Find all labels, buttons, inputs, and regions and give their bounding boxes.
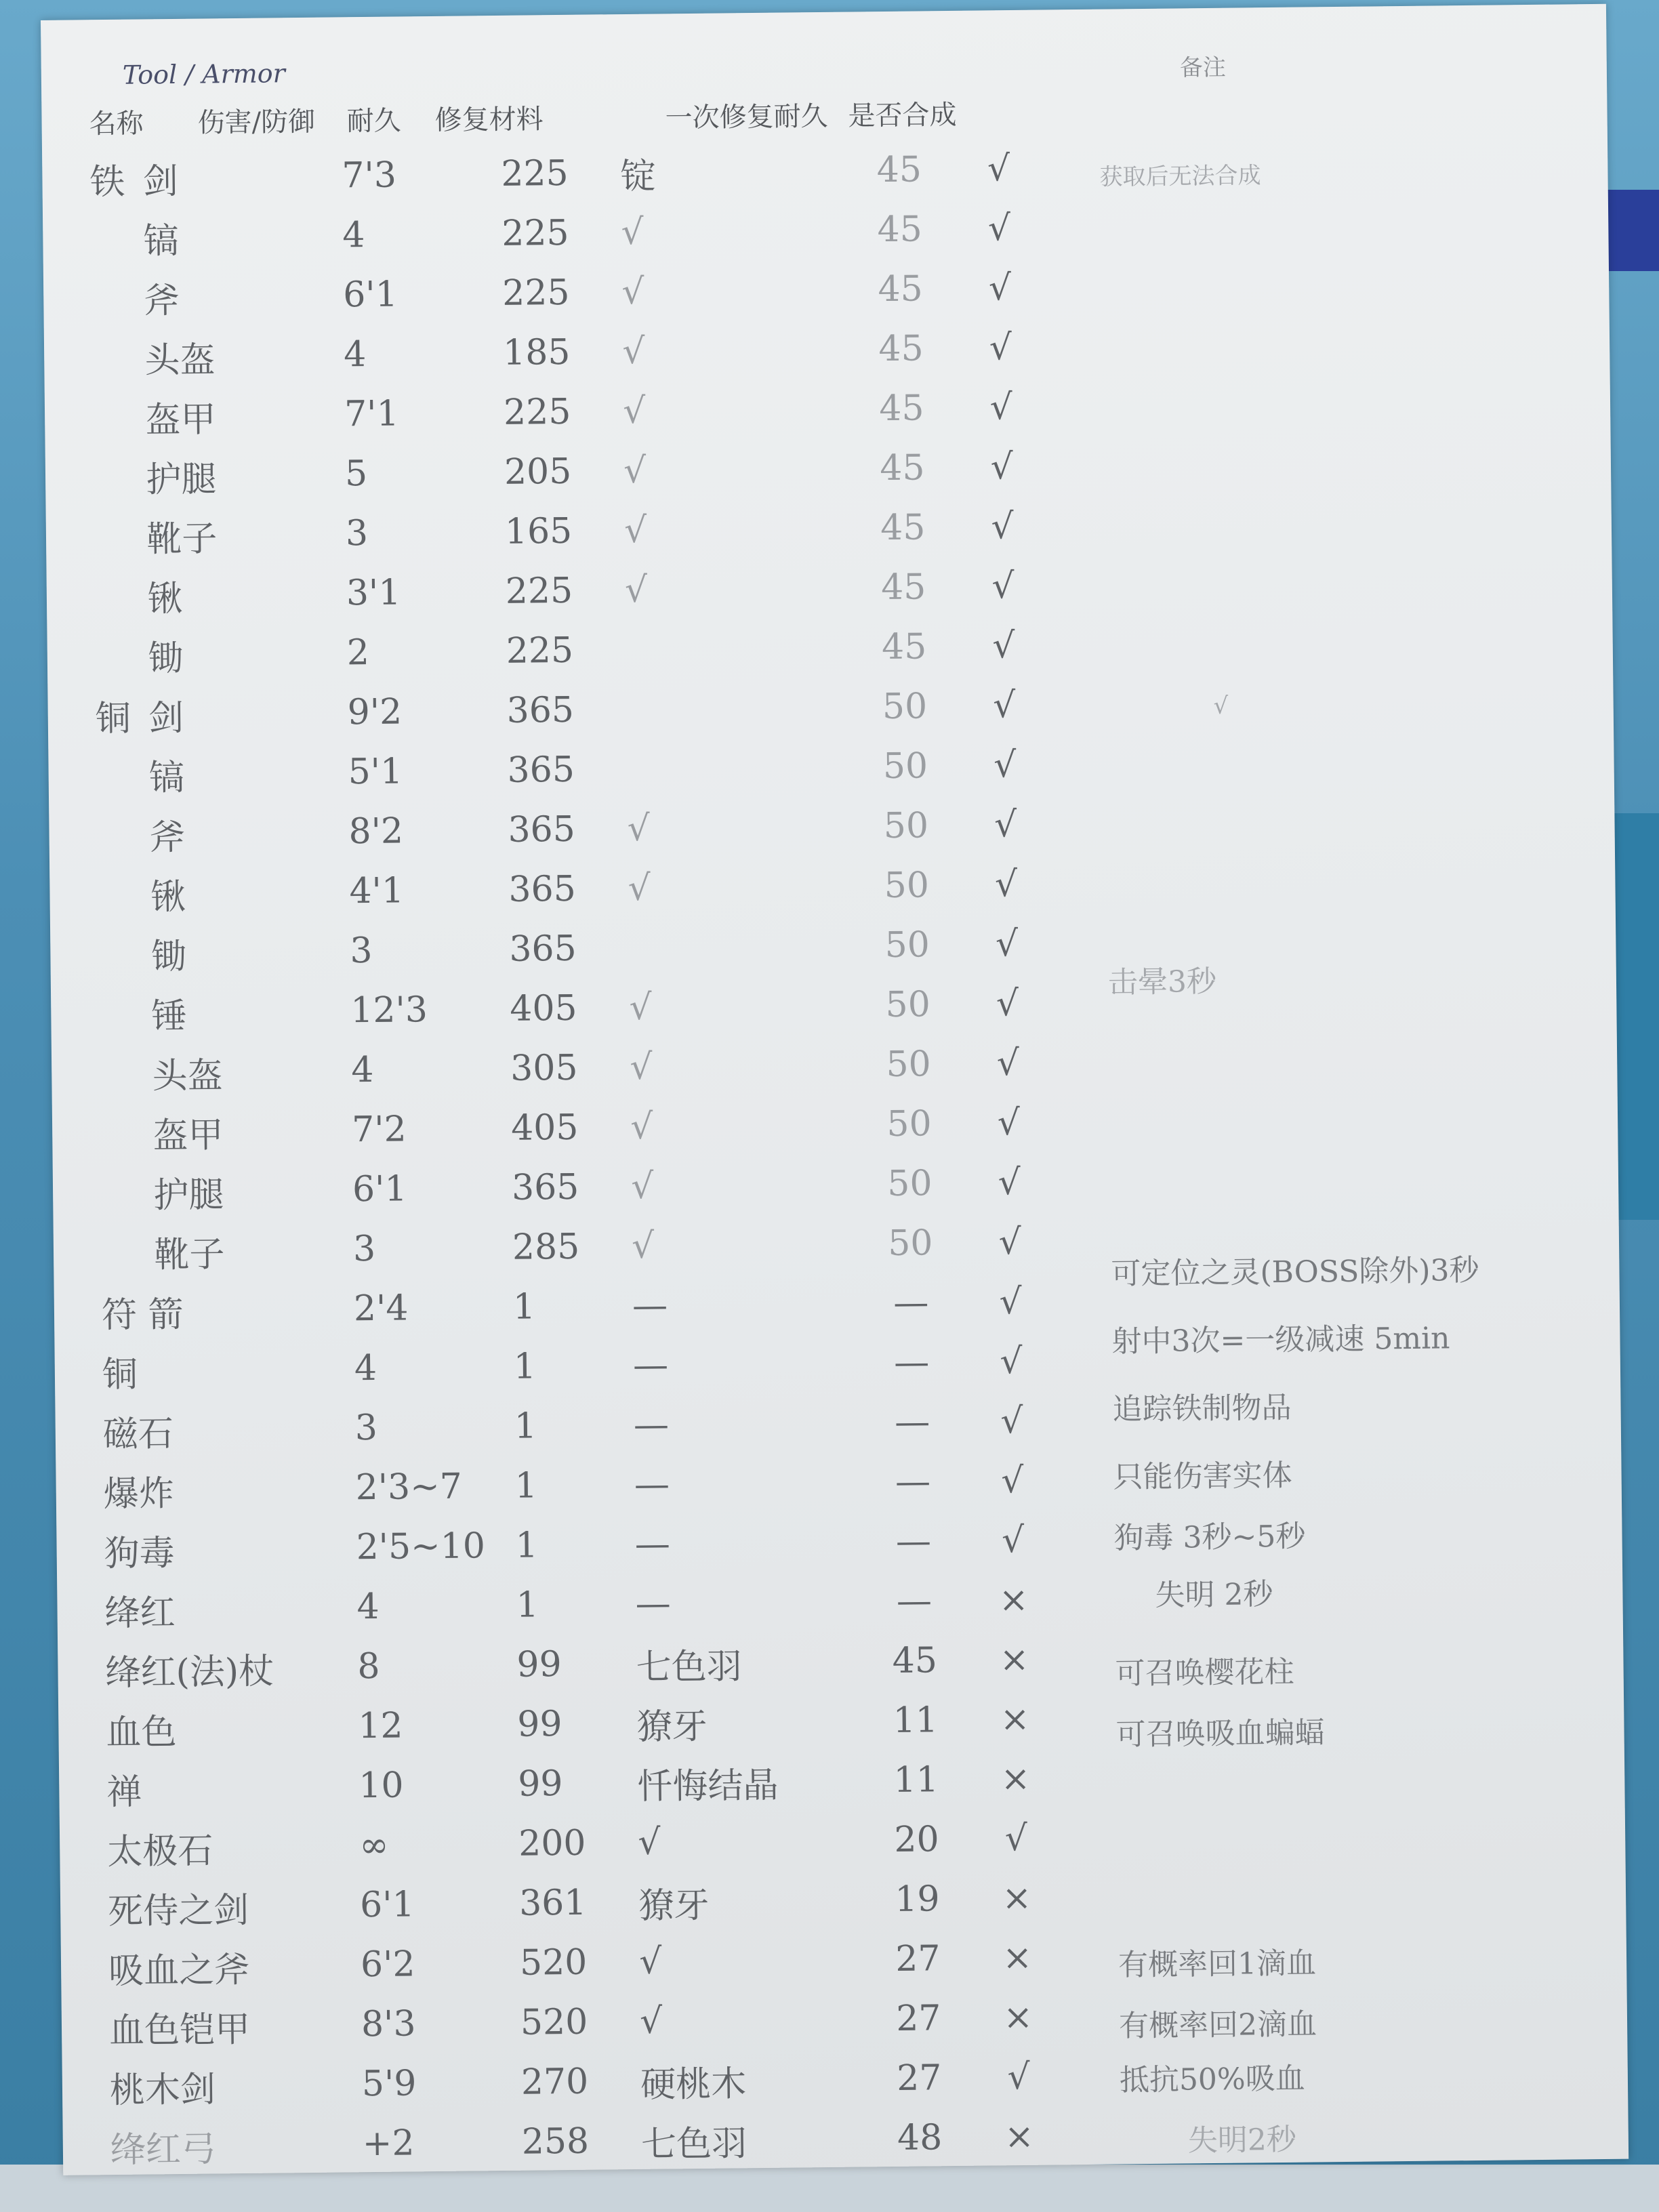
item-durability: 1 xyxy=(512,1286,536,1328)
header-damage: 伤害/防御 xyxy=(197,106,316,139)
item-durability: 225 xyxy=(505,570,573,612)
item-repair: 45 xyxy=(892,1640,938,1681)
item-material: 獠牙 xyxy=(636,1706,708,1748)
remark-poison: 狗毒 3秒~5秒 xyxy=(1113,1519,1306,1556)
item-craftable: × xyxy=(1000,1758,1031,1800)
table-row xyxy=(100,1153,1050,1223)
item-name: 镐 xyxy=(148,757,185,798)
table-row xyxy=(105,1629,1054,1699)
item-damage: 4 xyxy=(354,1347,377,1389)
item-damage: 4 xyxy=(342,215,365,256)
item-damage: 6'1 xyxy=(359,1884,415,1926)
item-craftable: √ xyxy=(989,387,1013,428)
item-repair: 50 xyxy=(883,805,929,847)
item-material: √ xyxy=(630,1106,653,1147)
table-row xyxy=(110,2106,1059,2176)
item-repair: 50 xyxy=(884,865,930,907)
remark-no-craft: 获取后无法合成 xyxy=(1099,162,1261,191)
item-damage: 6'1 xyxy=(342,274,398,316)
item-damage: 7'1 xyxy=(344,393,399,435)
item-name: 斧 xyxy=(149,817,186,858)
item-repair: 50 xyxy=(887,1163,933,1205)
item-repair: — xyxy=(893,1282,929,1324)
item-material: √ xyxy=(624,569,648,611)
item-material: — xyxy=(635,1583,672,1624)
item-durability: 225 xyxy=(501,152,569,194)
item-craftable: √ xyxy=(1001,1519,1025,1561)
item-material: √ xyxy=(621,211,644,253)
item-table xyxy=(89,85,1059,2176)
remark-blind: 失明 2秒 xyxy=(1155,1577,1273,1613)
table-row xyxy=(107,1808,1057,1878)
item-material: — xyxy=(632,1285,668,1326)
item-damage: 8'3 xyxy=(361,2003,416,2045)
item-damage: 2'3~7 xyxy=(355,1466,463,1509)
item-durability: 365 xyxy=(511,1166,579,1208)
header-durability: 耐久 xyxy=(346,104,401,137)
item-repair: 11 xyxy=(893,1759,939,1801)
item-material xyxy=(627,767,846,769)
remark-track-iron: 追踪铁制物品 xyxy=(1112,1390,1292,1427)
item-material: √ xyxy=(628,867,651,909)
table-row xyxy=(102,1331,1051,1401)
item-material: √ xyxy=(630,1166,654,1207)
item-craftable: × xyxy=(1000,1698,1030,1740)
item-craftable: × xyxy=(1003,1996,1033,2039)
item-name: 狗毒 xyxy=(104,1532,176,1574)
item-damage: 3 xyxy=(352,1228,376,1270)
table-row xyxy=(106,1689,1055,1759)
table-row xyxy=(106,1748,1056,1818)
item-name: 护腿 xyxy=(153,1174,224,1216)
item-craftable: √ xyxy=(987,208,1011,249)
item-material: 忏悔结晶 xyxy=(637,1765,779,1807)
item-repair: 11 xyxy=(893,1700,939,1741)
item-durability: 285 xyxy=(512,1226,580,1268)
item-durability: 1 xyxy=(515,1525,539,1566)
item-name: 绛红 xyxy=(104,1592,176,1634)
item-name: 铜 xyxy=(102,1354,138,1395)
item-durability: 99 xyxy=(517,1763,563,1805)
item-name: 靴子 xyxy=(154,1233,225,1275)
item-durability: 405 xyxy=(510,1107,579,1149)
item-material: — xyxy=(634,1464,670,1505)
item-craftable: √ xyxy=(999,1281,1023,1323)
item-material: √ xyxy=(639,2001,663,2042)
item-material: √ xyxy=(638,1941,662,1982)
item-name: 锹 xyxy=(146,578,183,619)
item-damage: 3 xyxy=(345,512,369,554)
item-damage: 7'2 xyxy=(351,1109,407,1151)
table-row xyxy=(96,735,1045,805)
remark-stun: 击晕3秒 xyxy=(1107,964,1217,1000)
item-name: 血色 xyxy=(106,1711,177,1753)
item-durability: 361 xyxy=(518,1882,587,1924)
item-repair: — xyxy=(896,1580,933,1622)
remark-heal-1: 有概率回1滴血 xyxy=(1118,1946,1317,1983)
notes-column-heading: 备注 xyxy=(1179,54,1227,82)
item-name: 太极石 xyxy=(106,1830,213,1872)
item-name: 爆炸 xyxy=(103,1473,175,1515)
item-repair: 45 xyxy=(878,328,924,370)
item-material xyxy=(626,648,844,650)
item-repair: 45 xyxy=(879,388,924,430)
item-craftable: √ xyxy=(996,983,1019,1025)
item-damage: 7'3 xyxy=(342,155,397,197)
item-durability: 365 xyxy=(507,749,575,791)
item-material: √ xyxy=(629,987,652,1028)
item-durability: 225 xyxy=(501,272,570,314)
item-repair: — xyxy=(895,1521,932,1562)
item-material: √ xyxy=(630,1046,653,1088)
item-material: — xyxy=(634,1523,671,1565)
item-craftable: √ xyxy=(995,923,1019,965)
item-durability: 1 xyxy=(516,1584,539,1626)
item-durability: 270 xyxy=(520,2061,589,2103)
item-material: 七色羽 xyxy=(636,1645,743,1688)
item-name: 斧 xyxy=(144,280,180,321)
table-row xyxy=(109,2047,1059,2116)
item-craftable: √ xyxy=(997,1102,1021,1144)
item-name: 靴子 xyxy=(146,518,218,560)
table-row xyxy=(102,1391,1052,1460)
item-name: 绛红(法)杖 xyxy=(105,1651,274,1694)
item-damage: 12 xyxy=(358,1705,403,1747)
table-row xyxy=(95,676,1044,745)
item-material: 七色羽 xyxy=(640,2123,747,2165)
item-craftable: √ xyxy=(987,148,1010,190)
item-material xyxy=(629,946,848,948)
item-damage: 4 xyxy=(343,333,367,375)
item-durability: 185 xyxy=(502,331,571,373)
remark-locate: 可定位之灵(BOSS除外)3秒 xyxy=(1111,1252,1479,1292)
item-material: √ xyxy=(627,808,651,849)
item-material: 獠牙 xyxy=(638,1885,710,1927)
item-name: 盔甲 xyxy=(145,398,216,441)
item-repair: 50 xyxy=(886,1044,932,1086)
item-name: 盔甲 xyxy=(152,1114,224,1156)
item-name: 锄 xyxy=(150,936,187,977)
item-damage: 5'1 xyxy=(348,751,403,793)
item-craftable: × xyxy=(1002,1877,1032,1919)
item-damage: 8 xyxy=(357,1645,380,1687)
item-damage: 12'3 xyxy=(350,989,428,1031)
item-name: 镐 xyxy=(143,220,180,262)
table-row xyxy=(99,1033,1048,1103)
item-repair: — xyxy=(894,1401,930,1443)
item-craftable: √ xyxy=(991,566,1015,607)
item-material: 锭 xyxy=(620,156,657,197)
item-repair: 27 xyxy=(895,1938,941,1980)
item-name: 磁石 xyxy=(102,1413,174,1455)
item-durability: 1 xyxy=(513,1346,537,1387)
remark-slow: 射中3次=一级减速 5min xyxy=(1111,1321,1450,1359)
item-name: 头盔 xyxy=(152,1054,223,1097)
item-durability: 365 xyxy=(506,689,575,731)
table-row xyxy=(91,258,1040,328)
item-durability: 305 xyxy=(510,1047,578,1089)
item-repair: 48 xyxy=(897,2117,943,2158)
item-damage: 4 xyxy=(350,1049,374,1091)
item-craftable: √ xyxy=(994,863,1018,905)
item-damage: 4'1 xyxy=(349,870,405,912)
item-repair: 45 xyxy=(878,268,924,310)
item-durability: 225 xyxy=(506,630,574,672)
table-row xyxy=(91,318,1041,388)
item-craftable: √ xyxy=(998,1162,1021,1204)
table-row xyxy=(89,139,1039,209)
table-row xyxy=(108,1927,1058,1997)
item-material: √ xyxy=(621,271,644,313)
item-craftable: √ xyxy=(1004,1818,1028,1860)
table-row xyxy=(90,199,1040,268)
item-damage: 5'9 xyxy=(361,2063,417,2105)
item-craftable: √ xyxy=(1001,1460,1024,1502)
remark-resist: 抵抗50%吸血 xyxy=(1119,2061,1305,2098)
item-name: 吸血之斧 xyxy=(108,1949,250,1992)
table-row xyxy=(101,1272,1050,1342)
item-repair: 45 xyxy=(876,149,922,191)
item-name: 锹 xyxy=(150,876,186,918)
item-durability: 165 xyxy=(504,510,573,552)
item-durability: 1 xyxy=(514,1406,537,1447)
item-craftable: × xyxy=(999,1639,1029,1681)
item-name: 护腿 xyxy=(146,458,217,500)
header-material: 修复材料 xyxy=(434,103,544,136)
group-label-copper: 铜 xyxy=(95,698,131,739)
table-row xyxy=(104,1510,1053,1580)
item-damage: 3'1 xyxy=(346,572,401,614)
table-row xyxy=(100,1093,1049,1163)
item-durability: 99 xyxy=(517,1704,562,1745)
table-row xyxy=(97,855,1046,924)
item-repair: 50 xyxy=(884,924,930,966)
table-row xyxy=(93,437,1042,507)
item-durability: 365 xyxy=(509,928,577,970)
item-durability: 405 xyxy=(510,987,577,1029)
item-name: 锄 xyxy=(147,638,184,679)
item-damage: 5 xyxy=(344,453,368,495)
remark-summon-sakura: 可召唤樱花柱 xyxy=(1115,1654,1294,1692)
item-material xyxy=(626,708,845,710)
item-durability: 1 xyxy=(514,1465,538,1507)
item-craftable: √ xyxy=(996,1042,1020,1084)
item-durability: 258 xyxy=(521,2121,590,2163)
item-name: 符 箭 xyxy=(101,1294,184,1336)
item-repair: 27 xyxy=(896,2057,942,2099)
item-craftable: √ xyxy=(998,1221,1022,1263)
item-craftable: × xyxy=(1004,2116,1035,2158)
item-repair: 45 xyxy=(879,447,925,489)
item-repair: 45 xyxy=(880,567,926,609)
item-name: 血色铠甲 xyxy=(108,2009,251,2051)
item-damage: 2'4 xyxy=(353,1288,409,1330)
item-craftable: √ xyxy=(1000,1400,1023,1442)
item-craftable: √ xyxy=(993,744,1017,786)
item-repair: 45 xyxy=(881,626,927,668)
group-label-iron: 铁 xyxy=(89,161,125,203)
item-damage: ∞ xyxy=(359,1824,389,1866)
item-repair: — xyxy=(893,1342,930,1383)
item-durability: 200 xyxy=(518,1822,586,1864)
item-durability: 99 xyxy=(516,1644,562,1685)
table-row xyxy=(104,1570,1054,1639)
table-row xyxy=(96,795,1046,865)
item-damage: 9'2 xyxy=(347,691,403,733)
item-repair: 50 xyxy=(886,1103,932,1145)
table-row xyxy=(94,616,1044,686)
item-craftable: √ xyxy=(988,268,1012,309)
item-damage: 10 xyxy=(359,1765,404,1807)
item-craftable: √ xyxy=(993,684,1016,726)
item-material: — xyxy=(632,1345,669,1386)
item-damage: +2 xyxy=(362,2123,415,2165)
table-row xyxy=(92,377,1042,447)
item-craftable: √ xyxy=(992,625,1015,667)
item-repair: — xyxy=(895,1461,931,1502)
item-durability: 365 xyxy=(508,868,577,910)
item-material: — xyxy=(633,1404,670,1446)
paper-sheet xyxy=(41,4,1629,2175)
item-craftable: √ xyxy=(994,804,1017,846)
remark-entity-only: 只能伤害实体 xyxy=(1113,1458,1292,1495)
remark-heal-2: 有概率回2滴血 xyxy=(1118,2007,1317,2044)
item-material: √ xyxy=(638,1822,661,1863)
item-damage: 3 xyxy=(350,930,373,972)
folder-edge-lower xyxy=(1612,813,1659,1220)
item-damage: 6'2 xyxy=(360,1944,415,1986)
item-name: 锤 xyxy=(151,996,188,1037)
item-material: √ xyxy=(622,390,646,432)
item-damage: 2'5~10 xyxy=(356,1525,486,1568)
item-durability: 205 xyxy=(504,451,572,493)
sheet-heading: Tool / Armor xyxy=(122,58,286,90)
item-damage: 8'2 xyxy=(348,811,404,853)
table-header-row xyxy=(89,85,1038,149)
item-repair: 19 xyxy=(895,1879,940,1920)
item-durability: 365 xyxy=(508,808,576,851)
remark-summon-bat: 可召唤吸血蝙蝠 xyxy=(1115,1715,1325,1753)
sheet-content xyxy=(41,4,1629,2175)
item-repair: 45 xyxy=(880,507,926,549)
item-damage: 6'1 xyxy=(352,1168,407,1210)
item-damage: 3 xyxy=(354,1407,378,1449)
item-repair: 50 xyxy=(887,1223,933,1265)
remark-check: √ xyxy=(1213,692,1229,720)
item-durability: 520 xyxy=(519,1942,588,1984)
item-craftable: √ xyxy=(989,327,1012,369)
item-name: 剑 xyxy=(142,161,179,202)
item-material: 硬桃木 xyxy=(640,2063,747,2106)
item-name: 桃木剑 xyxy=(109,2068,216,2111)
table-row xyxy=(109,1987,1059,2057)
item-damage: 4 xyxy=(356,1586,380,1628)
item-craftable: × xyxy=(998,1579,1029,1621)
item-repair: 45 xyxy=(877,209,923,251)
item-repair: 50 xyxy=(882,686,928,728)
item-name: 剑 xyxy=(148,697,184,739)
item-repair: 50 xyxy=(885,984,931,1026)
table-row xyxy=(101,1212,1050,1282)
item-damage: 2 xyxy=(346,632,370,674)
item-durability: 225 xyxy=(503,391,571,433)
remark-blind-2: 失明2秒 xyxy=(1187,2122,1297,2158)
table-row xyxy=(108,1868,1057,1938)
header-repair: 一次修复耐久 xyxy=(665,100,828,134)
table-row xyxy=(98,914,1047,984)
item-material: √ xyxy=(622,331,645,373)
item-name: 头盔 xyxy=(144,339,216,381)
table-row xyxy=(94,497,1043,567)
item-repair: 20 xyxy=(894,1819,939,1860)
item-durability: 225 xyxy=(501,212,569,254)
item-craftable: × xyxy=(1002,1937,1033,1979)
item-material: √ xyxy=(623,510,647,552)
item-repair: 50 xyxy=(882,745,928,787)
item-material: √ xyxy=(623,450,647,492)
item-name: 死侍之剑 xyxy=(107,1889,249,1932)
item-name: 禅 xyxy=(106,1771,142,1813)
table-row xyxy=(98,974,1048,1044)
header-name: 名称 xyxy=(89,107,144,140)
table-row xyxy=(103,1450,1052,1520)
item-name: 绛红弓 xyxy=(110,2128,217,2171)
item-craftable: √ xyxy=(1000,1340,1023,1382)
item-durability: 520 xyxy=(520,2001,588,2043)
item-material: √ xyxy=(631,1225,655,1267)
item-repair: 27 xyxy=(895,1998,941,2039)
header-craftable: 是否合成 xyxy=(848,99,957,132)
item-craftable: √ xyxy=(1007,2056,1031,2098)
item-craftable: √ xyxy=(990,447,1014,488)
table-row xyxy=(94,556,1043,626)
item-craftable: √ xyxy=(991,506,1015,548)
